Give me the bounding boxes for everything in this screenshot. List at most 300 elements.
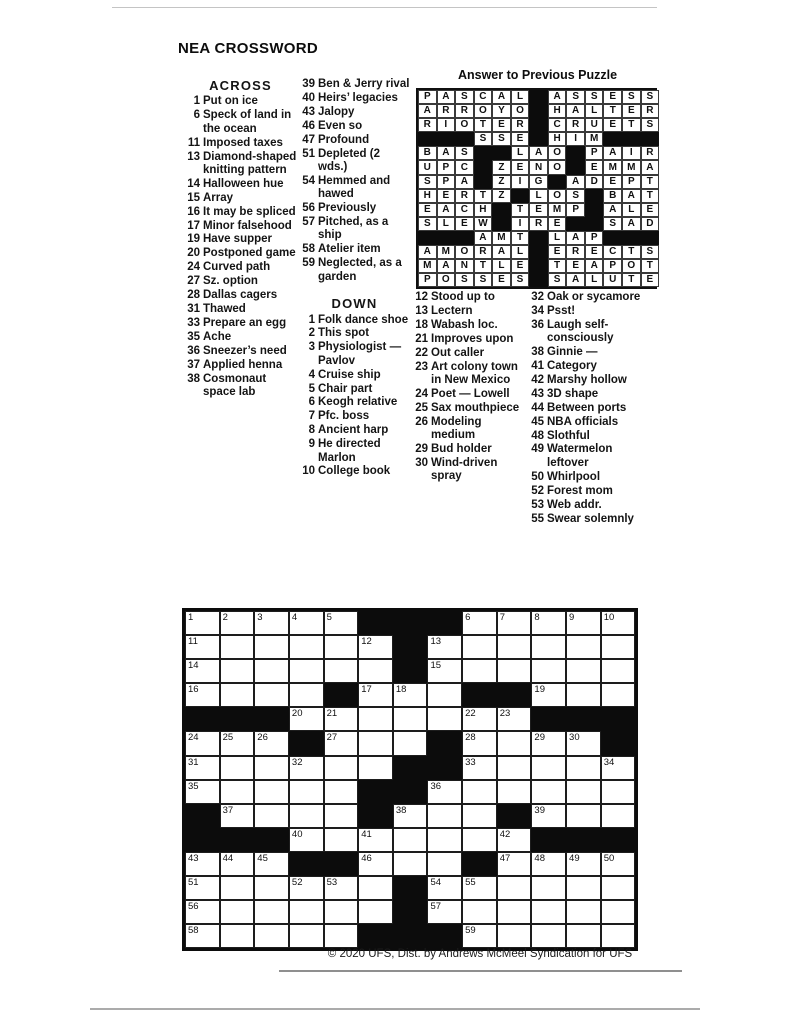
answer-letter-cell: T [474,118,493,132]
answer-letter-cell: P [585,146,604,160]
clue [528,471,655,484]
answer-letter-cell: T [511,203,530,217]
grid-cell [289,635,324,659]
grid-cell [254,852,289,876]
answer-letter-cell: S [492,132,511,146]
grid-black-cell [531,707,566,731]
answer-letter-cell: I [511,175,530,189]
answer-letter-cell: S [455,146,474,160]
clue-text: Sz. option [203,275,258,288]
answer-letter-cell: P [566,203,585,217]
clue [299,216,410,243]
clue [299,202,410,215]
grid-cell [220,852,255,876]
clue-column-1 [184,78,297,400]
answer-letter-cell: T [622,118,641,132]
cell-number: 31 [188,756,199,768]
answer-letter-cell: T [603,104,622,118]
cell-number: 41 [361,828,372,840]
clue-text: Pitched, as a ship [318,216,389,242]
grid-cell [497,876,532,900]
clue-number: 14 [187,177,200,190]
cell-number: 10 [603,612,615,623]
clue [184,331,297,344]
answer-black-cell [585,203,604,217]
clue-text: Web addr. [547,498,602,511]
cell-number: 50 [603,852,615,864]
answer-letter-cell: B [603,189,622,203]
grid-cell [289,707,324,731]
clue-number: 45 [531,415,544,428]
cell-number: 20 [291,708,303,720]
answer-letter-cell: S [641,90,660,104]
grid-cell [289,780,324,804]
grid-black-cell [393,876,428,900]
clue [299,396,410,409]
clue-number: 49 [531,443,544,456]
answer-letter-cell: W [474,217,493,231]
answer-black-cell [418,231,437,245]
grid-cell [462,756,497,780]
answer-letter-cell: A [548,90,567,104]
grid-cell [254,780,289,804]
answer-letter-cell: R [641,104,660,118]
cell-number: 49 [569,852,580,864]
grid-cell [220,756,255,780]
answer-letter-cell: M [437,245,456,259]
grid-cell [254,611,289,635]
clue-text: Between ports [547,401,627,414]
clue-number: 28 [187,289,200,302]
cell-number: 14 [188,660,199,672]
clue-text: Whirlpool [547,470,601,483]
grid-cell [462,828,497,852]
clue-text: Depleted (2 wds.) [318,147,380,173]
answer-letter-cell: E [566,259,585,273]
previous-puzzle-answer-panel [416,68,659,289]
clue-number: 31 [187,303,200,315]
cell-number: 52 [291,877,303,889]
answer-letter-cell: E [641,203,660,217]
answer-letter-cell: T [641,189,660,203]
answer-black-cell [529,259,548,273]
answer-letter-cell: R [455,189,474,203]
cell-number: 39 [534,804,545,816]
cell-number: 9 [569,612,575,623]
clue-text: Out caller [431,346,485,359]
grid-cell [324,876,359,900]
answer-letter-cell: L [511,146,530,160]
grid-cell [566,900,601,924]
grid-cell [358,852,393,876]
clue-number: 38 [531,346,544,359]
grid-cell [393,828,428,852]
grid-black-cell [220,707,255,731]
clue-number: 26 [415,415,428,428]
answer-letter-cell: M [418,259,437,273]
clue-text: Jalopy [318,105,355,118]
answer-black-cell [455,132,474,146]
clue [299,438,410,465]
cell-number: 8 [534,612,540,623]
clue-number: 15 [187,191,200,204]
grid-cell [462,635,497,659]
answer-letter-cell: M [585,132,604,146]
grid-cell [324,828,359,852]
answer-letter-cell: A [566,273,585,287]
grid-cell [324,707,359,731]
answer-black-cell [585,189,604,203]
clue [412,319,527,332]
clue-number: 25 [415,401,428,414]
grid-black-cell [462,683,497,707]
clue-number: 16 [187,205,200,218]
grid-black-cell [393,611,428,635]
cell-number: 45 [257,852,268,864]
grid-cell [185,756,220,780]
cell-number: 59 [465,925,476,937]
answer-black-cell [492,203,511,217]
grid-cell [185,876,220,900]
answer-letter-cell: L [622,203,641,217]
clue-text: Physiologist — Pavlov [318,341,402,367]
clue-text: College book [318,465,391,478]
clue [412,443,527,456]
clue-number: 23 [415,360,428,373]
answer-letter-cell: A [566,175,585,189]
answer-letter-cell: E [548,217,567,231]
answer-letter-cell: O [474,104,493,118]
answer-letter-cell: L [437,217,456,231]
answer-letter-cell: A [474,231,493,245]
answer-letter-cell: H [474,203,493,217]
answer-letter-cell: H [548,132,567,146]
grid-black-cell [427,924,462,948]
answer-letter-cell: A [418,104,437,118]
grid-black-cell [462,852,497,876]
answer-black-cell [641,132,660,146]
answer-letter-cell: A [603,146,622,160]
clue [299,175,410,202]
answer-black-cell [529,118,548,132]
answer-letter-cell: L [529,189,548,203]
answer-letter-cell: I [566,132,585,146]
clue-column-3 [412,291,527,484]
answer-letter-cell: A [437,259,456,273]
clue [528,319,655,346]
grid-cell [497,780,532,804]
clue-number: 32 [531,291,544,303]
answer-letter-cell: A [437,203,456,217]
answer-letter-cell: S [641,118,660,132]
grid-cell [531,659,566,683]
grid-cell [289,756,324,780]
grid-cell [220,635,255,659]
clue-text: Imposed taxes [203,136,283,149]
clue [299,369,410,382]
grid-black-cell [185,707,220,731]
answer-letter-cell: E [603,175,622,189]
grid-cell [358,707,393,731]
cell-number: 19 [534,684,545,696]
answer-letter-cell: Y [492,104,511,118]
grid-cell [427,852,462,876]
answer-letter-cell: S [622,90,641,104]
grid-cell [566,756,601,780]
clue-text: Sax mouthpiece [431,401,520,414]
clue-text: Sneezer’s need [203,344,287,357]
grid-black-cell [393,900,428,924]
answer-letter-cell: T [474,259,493,273]
grid-cell [531,876,566,900]
clue-text: Minor falsehood [203,219,292,232]
clue [184,289,297,302]
clue-text: Forest mom [547,484,613,497]
answer-black-cell [529,90,548,104]
clue-number: 8 [308,424,315,437]
cell-number: 5 [326,612,332,623]
answer-black-cell [566,146,585,160]
answer-letter-cell: U [603,273,622,287]
cell-number: 40 [291,828,303,840]
answer-black-cell [548,175,567,189]
cell-number: 53 [326,877,338,889]
grid-cell [531,924,566,948]
clue-number: 57 [302,216,315,229]
clue-number: 13 [187,150,200,163]
cell-number: 54 [430,877,442,889]
grid-cell [324,924,359,948]
clue [412,388,527,401]
clue-text: Curved path [203,261,271,274]
grid-cell [601,852,636,876]
clue-number: 56 [302,202,315,215]
answer-letter-cell: A [437,90,456,104]
clue-text: This spot [318,327,370,340]
answer-letter-cell: L [585,273,604,287]
clue [299,134,410,147]
cell-number: 3 [257,612,263,623]
clue-number: 40 [302,91,315,104]
grid-black-cell [427,611,462,635]
grid-cell [531,683,566,707]
clue-number: 21 [415,332,428,345]
grid-cell [427,828,462,852]
clue-number: 13 [415,304,428,317]
answer-black-cell [622,231,641,245]
grid-cell [289,611,324,635]
clue [299,148,410,175]
answer-black-cell [585,217,604,231]
clue [184,247,297,260]
answer-letter-cell: E [585,160,604,174]
answer-letter-cell: D [585,175,604,189]
answer-letter-cell: M [548,203,567,217]
grid-cell [254,900,289,924]
clue [528,402,655,415]
grid-cell [497,635,532,659]
clue-number: 2 [308,327,315,340]
grid-cell [289,924,324,948]
page-title: NEA CROSSWORD [178,40,319,57]
grid-cell [358,659,393,683]
grid-cell [324,635,359,659]
grid-cell [566,804,601,828]
clue-number: 17 [187,219,200,232]
clue [184,303,297,316]
clue [299,78,410,91]
answer-letter-cell: S [548,273,567,287]
grid-black-cell [289,852,324,876]
grid-cell [185,731,220,755]
cell-number: 51 [188,877,199,889]
clue [528,416,655,429]
cell-number: 7 [499,612,506,623]
page-edge-line-bottom [90,1008,700,1010]
answer-black-cell [566,217,585,231]
clue [299,243,410,256]
clue-text: It may be spliced [203,205,296,218]
clue-text: Halloween hue [203,177,284,190]
grid-cell [185,611,220,635]
answer-letter-cell: E [455,217,474,231]
grid-black-cell [254,707,289,731]
clue-text: Postponed game [203,247,296,260]
cell-number: 24 [188,732,199,744]
answer-letter-cell: H [548,104,567,118]
grid-cell [185,900,220,924]
clue-number: 18 [415,318,428,331]
clue [412,457,527,484]
clue-number: 6 [193,109,200,122]
grid-cell [601,876,636,900]
grid-cell [566,611,601,635]
clue-text: Have supper [203,233,273,246]
answer-letter-cell: E [622,104,641,118]
grid-cell [427,876,462,900]
clue-text: Profound [318,133,370,146]
answer-letter-cell: T [622,273,641,287]
cell-number: 2 [222,612,228,623]
grid-cell [185,852,220,876]
clue-number: 11 [187,136,200,149]
grid-cell [566,683,601,707]
answer-letter-cell: E [641,273,660,287]
clue-text: Keogh relative [318,396,398,409]
answer-letter-cell: T [548,259,567,273]
clue [528,291,655,304]
answer-letter-cell: E [548,245,567,259]
clue-number: 36 [187,344,200,357]
clue-number: 10 [302,465,315,478]
answer-letter-cell: H [418,189,437,203]
clue-number: 27 [187,275,200,288]
answer-grid [416,88,657,289]
clue-number: 7 [308,410,315,423]
clue-text: Even so [318,119,363,132]
answer-letter-cell: A [585,259,604,273]
answer-letter-cell: C [455,203,474,217]
answer-letter-cell: R [437,104,456,118]
clue-number: 43 [531,387,544,400]
grid-cell [393,852,428,876]
clue-column-4 [528,291,655,526]
clue-text: Hemmed and hawed [318,174,391,201]
clue [184,345,297,358]
answer-black-cell [418,132,437,146]
grid-cell [358,828,393,852]
grid-cell [324,900,359,924]
grid-black-cell [601,828,636,852]
grid-black-cell [427,731,462,755]
clue-text: Category [547,360,597,373]
grid-cell [254,731,289,755]
answer-letter-cell: P [418,273,437,287]
grid-black-cell [601,707,636,731]
grid-cell [358,756,393,780]
grid-cell [462,924,497,948]
answer-letter-cell: U [418,160,437,174]
crossword-grid [182,608,638,951]
clue-number: 48 [531,429,544,442]
grid-cell [566,876,601,900]
grid-cell [531,852,566,876]
clue-number: 12 [415,291,428,303]
page-edge-line-top [112,7,657,8]
grid-cell [254,924,289,948]
clue [184,233,297,246]
clue-text: Chair part [318,382,373,395]
clue [412,361,527,388]
grid-cell [324,731,359,755]
answer-letter-cell: A [492,90,511,104]
clue [184,359,297,372]
answer-black-cell [511,189,530,203]
clue-number: 36 [531,318,544,331]
clue-text: Ginnie — [547,346,598,359]
grid-cell [427,707,462,731]
grid-cell [254,804,289,828]
cell-number: 23 [499,708,511,720]
grid-cell [531,900,566,924]
clue [412,291,527,304]
cell-number: 26 [257,732,268,744]
clue-text: Modeling medium [431,415,482,442]
grid-cell [393,731,428,755]
answer-letter-cell: S [566,189,585,203]
cell-number: 33 [465,756,476,768]
clue-number: 24 [415,387,428,400]
grid-black-cell [358,611,393,635]
answer-letter-cell: O [437,273,456,287]
clue-number: 5 [308,382,315,395]
grid-cell [566,852,601,876]
clue [299,257,410,284]
clue-text: 3D shape [547,387,599,400]
clue [299,327,410,340]
grid-cell [393,707,428,731]
answer-letter-cell: C [548,118,567,132]
clue [299,92,410,105]
grid-black-cell [185,804,220,828]
grid-black-cell [393,780,428,804]
clue-number: 6 [308,396,315,409]
grid-black-cell [358,804,393,828]
grid-cell [566,635,601,659]
answer-letter-cell: S [418,175,437,189]
cell-number: 48 [534,852,545,864]
grid-cell [220,876,255,900]
